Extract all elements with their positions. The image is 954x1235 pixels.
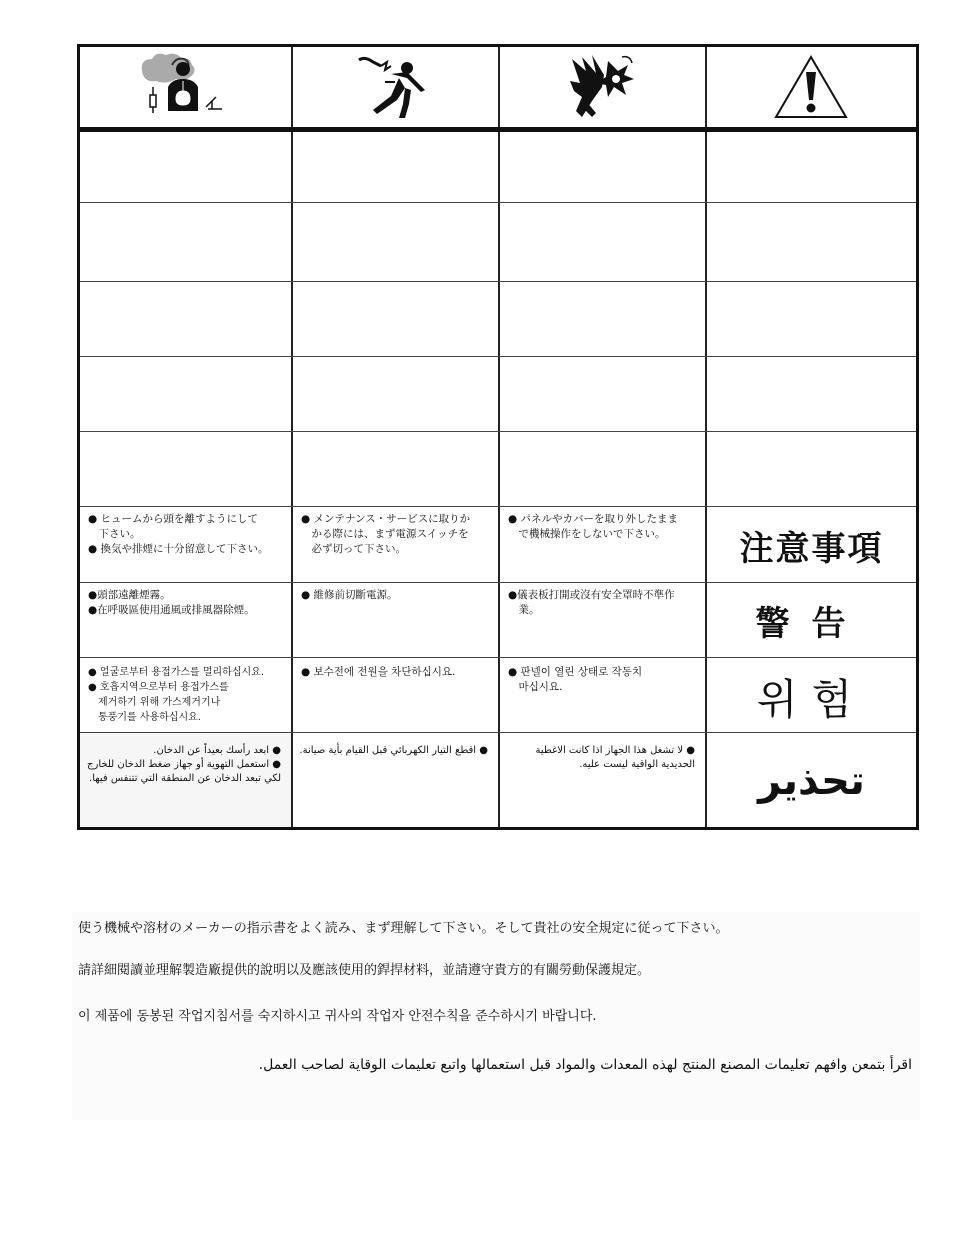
japanese-moving-parts-cell	[500, 508, 705, 582]
text-line: الحديدية الواقية ليست عليه.	[579, 759, 695, 770]
text-line: 제거하기 위해 가스제거기나	[88, 697, 221, 708]
arabic-signal-word: تحذير	[758, 757, 865, 804]
text-line: ● ヒュームから頭を離すようにして	[88, 513, 258, 525]
text-line: 必ず切って下さい。	[301, 543, 406, 555]
footer-japanese-text: 使う機械や溶材のメーカーの指示書をよく読み、まず理解して下さい。そして貴社の安全規定に従って下さい。	[78, 921, 729, 936]
text-line: ● 판넬이 열린 상태로 작동치	[508, 666, 643, 678]
text-line: ● 얼굴로부터 용접가스를 멀리하십시요.	[88, 667, 265, 678]
row-divider	[80, 431, 916, 432]
korean-shock-cell	[293, 661, 498, 732]
arabic-shock-cell	[293, 734, 498, 827]
header-divider	[80, 127, 916, 132]
footer-korean-text: 이 제품에 동봉된 작업지침서를 숙지하시고 귀사의 작업자 안전수칙을 준수하시기 바랍니다.	[78, 1009, 597, 1024]
footer-arabic-text: اقرأ بتمعن وافهم تعليمات المصنع المنتج لهذه المعدات والمواد قبل استعمالها واتبع تعليمات الوقاية لصاحب العمل.	[258, 1057, 912, 1073]
text-line: ● 換気や排煙に十分留意して下さい。	[88, 543, 269, 555]
text-line: ●儀表板打開或沒有安全罩時不準作	[508, 589, 675, 601]
text-line: ● استعمل التهوية أو جهاز ضغط الدخان للخارج	[87, 759, 281, 770]
text-line: ● 維修前切斷電源。	[301, 589, 398, 601]
chinese-moving-parts-cell	[500, 584, 705, 657]
text-line: 業。	[508, 604, 540, 616]
row-divider	[80, 281, 916, 282]
text-line: 마십시요.	[508, 681, 563, 693]
japanese-shock-cell	[293, 508, 498, 582]
text-line: 下さい。	[88, 528, 141, 540]
text-line: で機械操作をしないで下さい。	[508, 528, 666, 540]
text-line: ● 보수전에 전원을 차단하십시요.	[301, 666, 456, 678]
japanese-signal-word: 注意事項	[739, 528, 884, 569]
row-divider	[80, 657, 916, 658]
text-line: ● パネルやカバーを取り外したまま	[508, 513, 678, 525]
warning-triangle-icon	[705, 47, 916, 127]
electric-shock-hazard-icon	[291, 47, 498, 127]
footer-chinese-text: 請詳細閱讀並理解製造廠提供的說明以及應該使用的銲捍材料，並請遵守貴方的有關勞動保護規定。	[78, 963, 651, 978]
row-divider	[80, 356, 916, 357]
text-line: لكي تبعد الدخان عن المنطقة التي تتنفس فيها.	[89, 773, 281, 784]
arabic-moving-parts-cell	[500, 734, 705, 827]
row-divider	[80, 582, 916, 583]
chinese-fumes-cell	[80, 584, 291, 657]
korean-moving-parts-cell	[500, 661, 705, 732]
text-line: ● ابعد رأسك بعيداً عن الدخان.	[153, 745, 281, 756]
chinese-shock-cell	[293, 584, 498, 657]
text-line: 통풍기를 사용하십시요.	[88, 712, 201, 723]
text-line: かる際には、まず電源スイッチを	[301, 528, 469, 540]
korean-fumes-cell	[80, 661, 291, 732]
fume-inhalation-hazard-icon	[80, 47, 291, 127]
row-divider	[80, 506, 916, 507]
arabic-fumes-cell	[80, 734, 291, 827]
japanese-fumes-cell	[80, 508, 291, 582]
row-divider	[80, 202, 916, 203]
instructions-footer	[72, 912, 920, 1120]
row-divider	[80, 732, 916, 733]
safety-warning-table	[77, 44, 919, 830]
text-line: ● اقطع التيار الكهربائي قبل القيام بأية صيانة.	[299, 745, 488, 756]
text-line: ●頭部遠離煙霧。	[88, 589, 171, 601]
text-line: ●在呼吸區使用通風或排風器除煙。	[88, 604, 255, 616]
korean-signal-word: 위험	[756, 674, 867, 724]
moving-parts-hazard-icon	[498, 47, 705, 127]
text-line: ● 호흡지역으로부터 용접가스를	[88, 682, 229, 693]
text-line: ● メンテナンス・サービスに取りか	[301, 513, 471, 525]
text-line: ● لا تشغل هذا الجهاز اذا كانت الاغطية	[535, 745, 695, 756]
chinese-signal-word: 警告	[755, 604, 868, 644]
